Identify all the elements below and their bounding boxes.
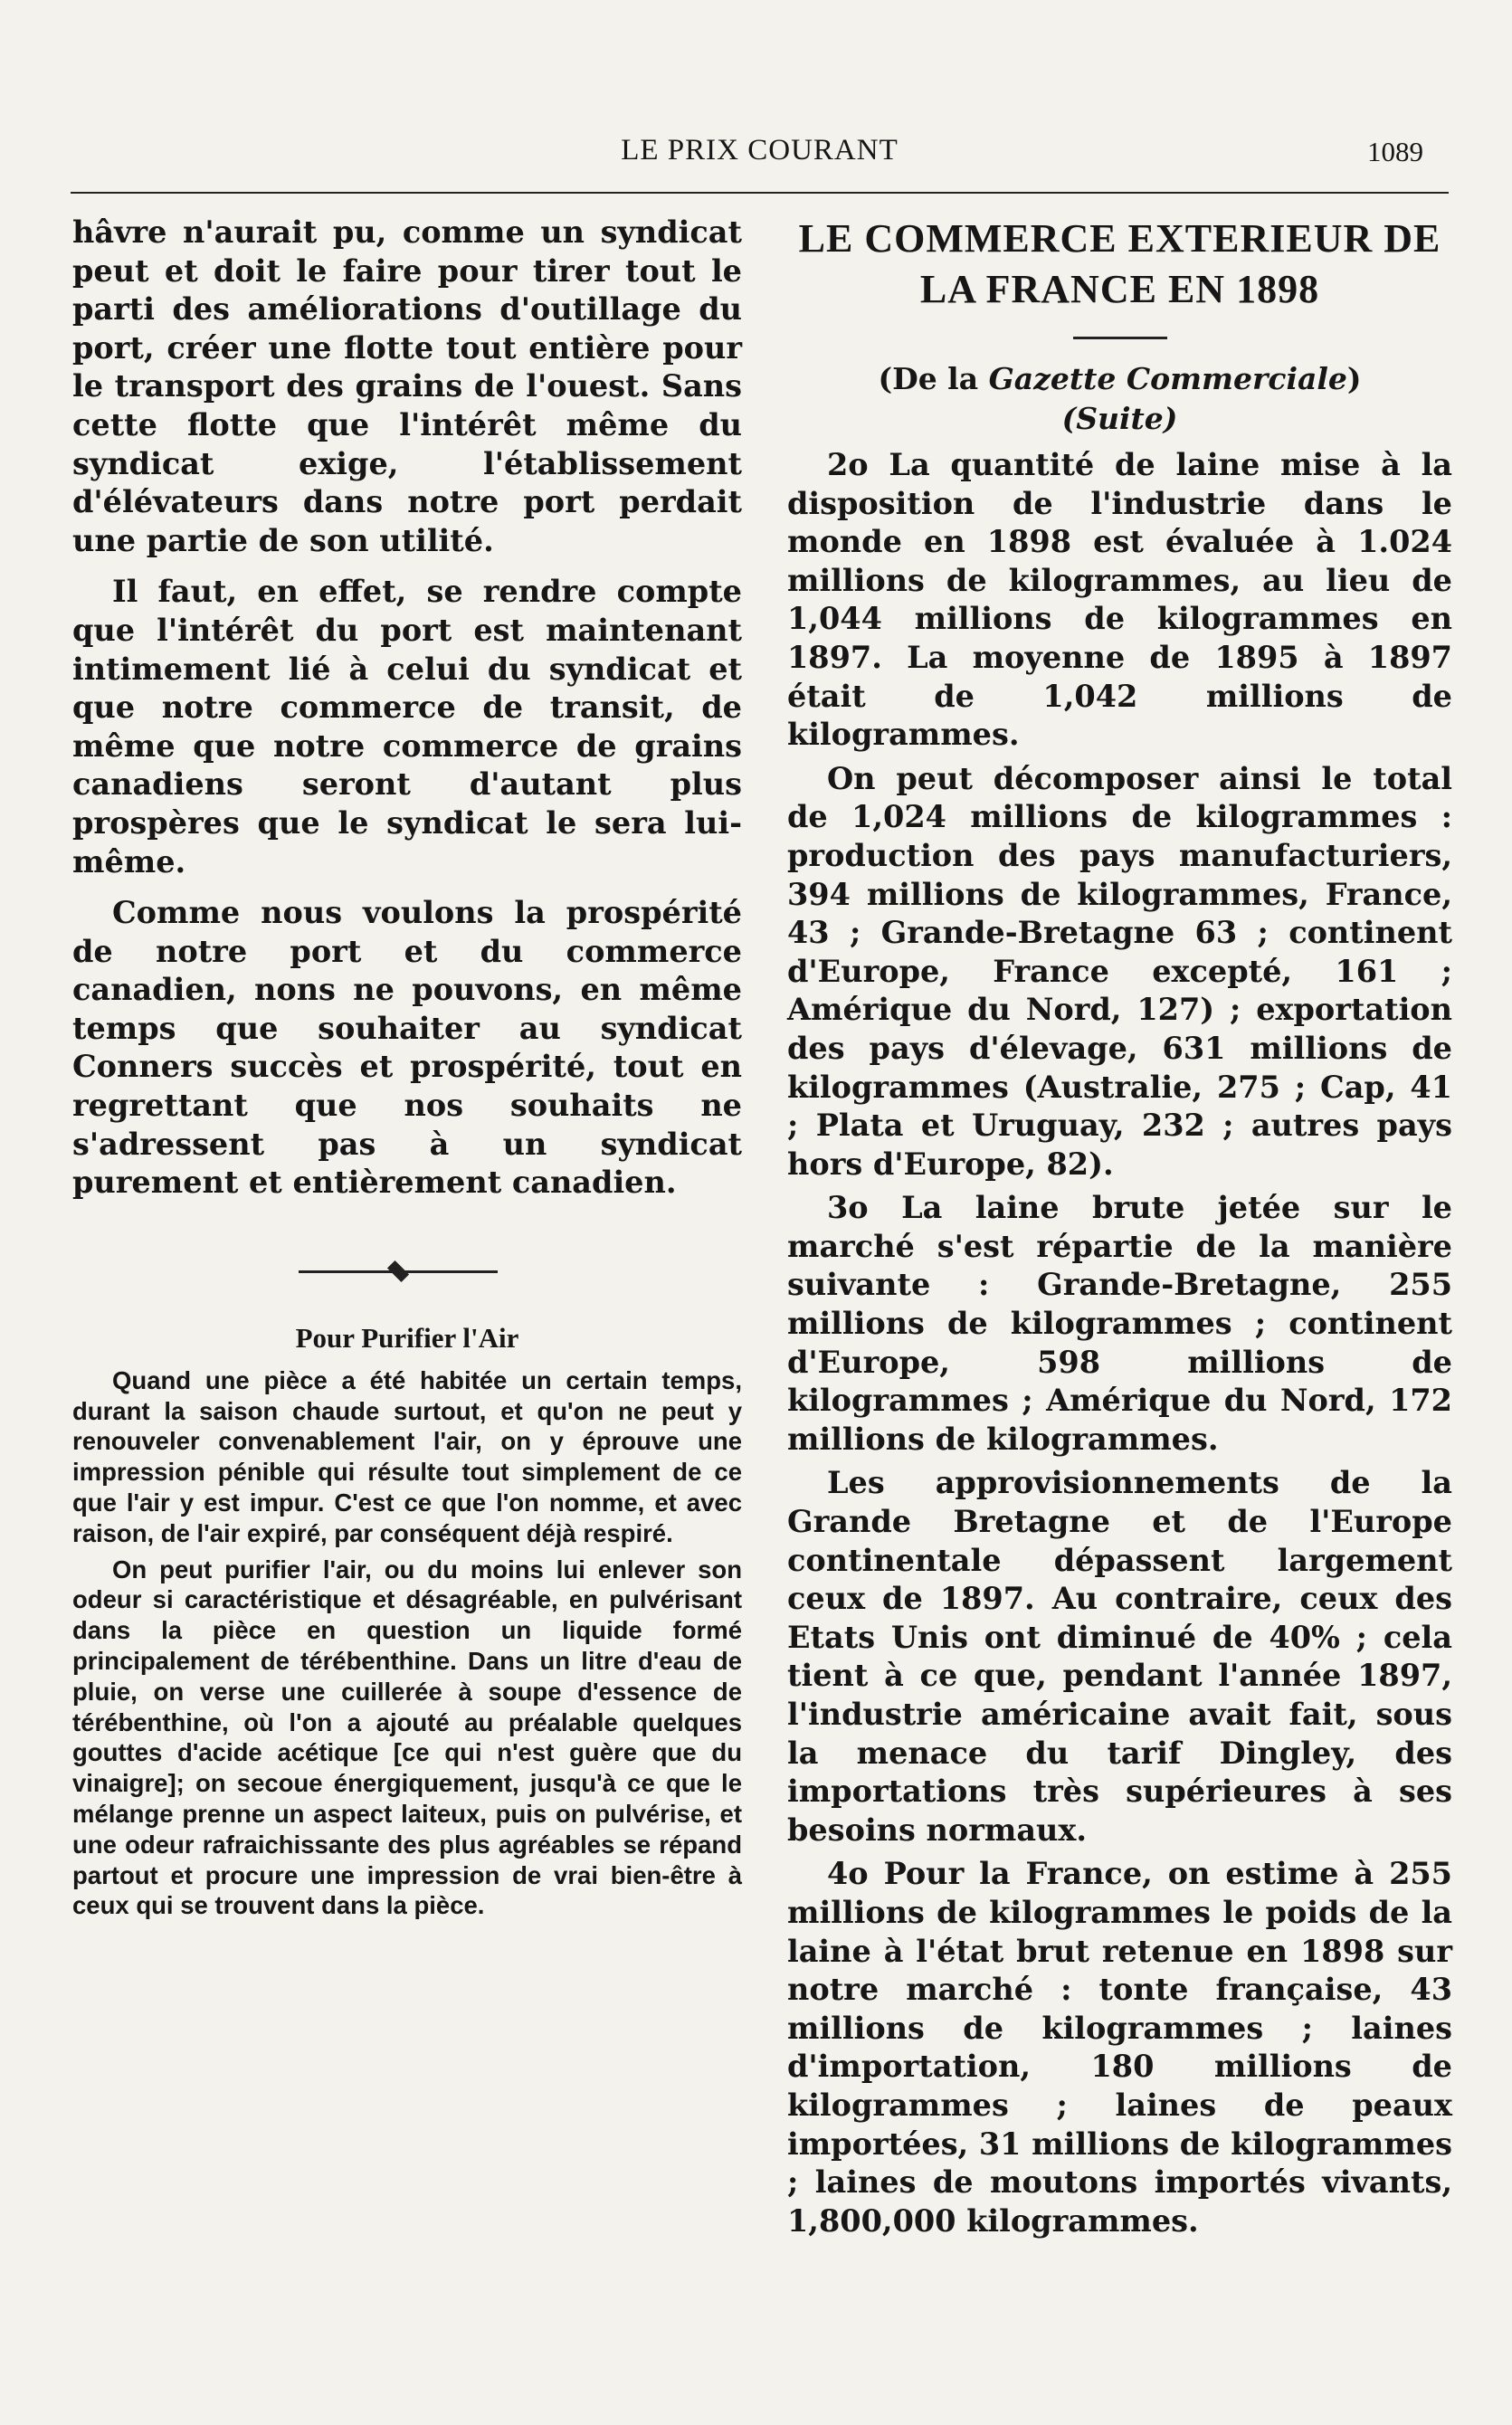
left-column xyxy=(72,214,742,1921)
paragraph: Il faut, en effet, se rendre compte que l'intérêt du port est maintenant intimement lié à celui du syndicat et que notre commerce de transit, de même que notre commerce de grains canadiens seront d'autant plus prospères que le syndicat le sera lui-même. xyxy=(72,574,742,880)
paragraph: On peut purifier l'air, ou du moins lui enlever son odeur si caractéristique et désagréable, en pulvérisant dans la pièce en question un liquide formé principalement de térébenthine. Dans un litre d'eau de pluie, on verse une cuillerée à soupe d'essence de térébenthine, où l'on a ajouté au préalable quelques gouttes d'acide acétique [ce qui n'est guère que du vinaigre]; on secoue énergiquement, jusqu'à ce que le mélange prenne un aspect laiteux, puis on pulvérise, et une odeur rafraichissante des plus agréables se répand partout et procure une impression de vrai bien-être à ceux qui se trouvent dans la pièce. xyxy=(72,1555,742,1920)
page-number: 1089 xyxy=(1367,136,1423,167)
running-title: LE PRIX COURANT xyxy=(621,134,899,166)
paragraph: Les approvisionnements de la Grande Bretagne et de l'Europe continentale dépassent largement ceux de 1897. Au contraire, ceux des Etats Unis ont diminué de 40% ; cela tient à ce que, pendant l'année 1897, l'industrie américaine avait fait, sous la menace du tarif Dingley, des importations très supérieures à ses besoins normaux. xyxy=(787,1465,1452,1848)
diamond-ornament-icon xyxy=(387,1260,409,1282)
article-title-line: LA FRANCE EN 1898 xyxy=(919,267,1320,311)
continued-label: (Suite) xyxy=(1061,401,1178,436)
paragraph: hâvre n'aurait pu, comme un syndicat peut et doit le faire pour tirer tout le parti des améliorations d'outillage du port, créer une flotte tout entière pour le transport des grains de l'ouest. Sans cette flotte que l'intérêt même du syndicat exige, l'établissement d'élévateurs dans notre port perdait une partie de son utilité. xyxy=(72,214,742,558)
port-article-continuation xyxy=(72,214,742,1203)
right-column xyxy=(787,214,1452,2240)
article-title xyxy=(787,214,1452,315)
commerce-article-body xyxy=(787,446,1452,2240)
article-source: (De la Gazette Commerciale) xyxy=(878,361,1362,396)
paragraph: 3o La laine brute jetée sur le marché s'est répartie de la manière suivante : Grande-Bretagne, 255 millions de kilogrammes ; continent d'Europe, 598 millions de kilogrammes ; Amérique du Nord, 172 millions de kilogrammes. xyxy=(787,1190,1452,1457)
air-article xyxy=(72,1365,742,1921)
paragraph: Comme nous voulons la prospérité de notre port et du commerce canadien, nons ne pouvons, en même temps que souhaiter au syndicat Conners succès et prospérité, tout en regrettant que nos souhaits ne s'adressent pas à un syndicat purement et entièrement canadien. xyxy=(72,895,742,1201)
paragraph: Quand une pièce a été habitée un certain temps, durant la saison chaude surtout, et qu'on ne peut y renouveler convenablement l'air, on y éprouve une impression pénible qui résulte tout simplement de ce que l'air y est impur. C'est ce que l'on nomme, et avec raison, de l'air expiré, par conséquent déjà respiré. xyxy=(72,1365,742,1547)
title-rule xyxy=(1073,337,1167,339)
article-title-line: LE COMMERCE EXTERIEUR DE xyxy=(798,216,1441,261)
paragraph: 2o La quantité de laine mise à la disposition de l'industrie dans le monde en 1898 est évaluée à 1.024 millions de kilogrammes, au lieu de 1,044 millions de kilogrammes en 1897. La moyenne de 1895 à 1897 était de 1,042 millions de kilogrammes. xyxy=(787,447,1452,753)
header-rule xyxy=(71,192,1449,194)
page-header xyxy=(71,134,1449,174)
source-publication: Gazette Commerciale xyxy=(988,361,1347,396)
section-title: Pour Purifier l'Air xyxy=(295,1321,519,1354)
section-ornament xyxy=(72,1255,742,1288)
paragraph: On peut décomposer ainsi le total de 1,024 millions de kilogrammes : production des pays manufacturiers, 394 millions de kilogrammes, France, 43 ; Grande-Bretagne 63 ; continent d'Europe, France excepté, 161 ; Amérique du Nord, 127) ; exportation des pays d'élevage, 631 millions de kilogrammes (Australie, 275 ; Cap, 41 ; Plata et Uruguay, 232 ; autres pays hors d'Europe, 82). xyxy=(787,760,1452,1182)
paragraph: 4o Pour la France, on estime à 255 millions de kilogrammes le poids de la laine à l'état brut retenue en 1898 sur notre marché : tonte française, 43 millions de kilogrammes ; laines d'importation, 180 millions de kilogrammes ; laines de peaux importées, 31 millions de kilogrammes ; laines de moutons importés vivants, 1,800,000 kilogrammes. xyxy=(787,1856,1452,2239)
